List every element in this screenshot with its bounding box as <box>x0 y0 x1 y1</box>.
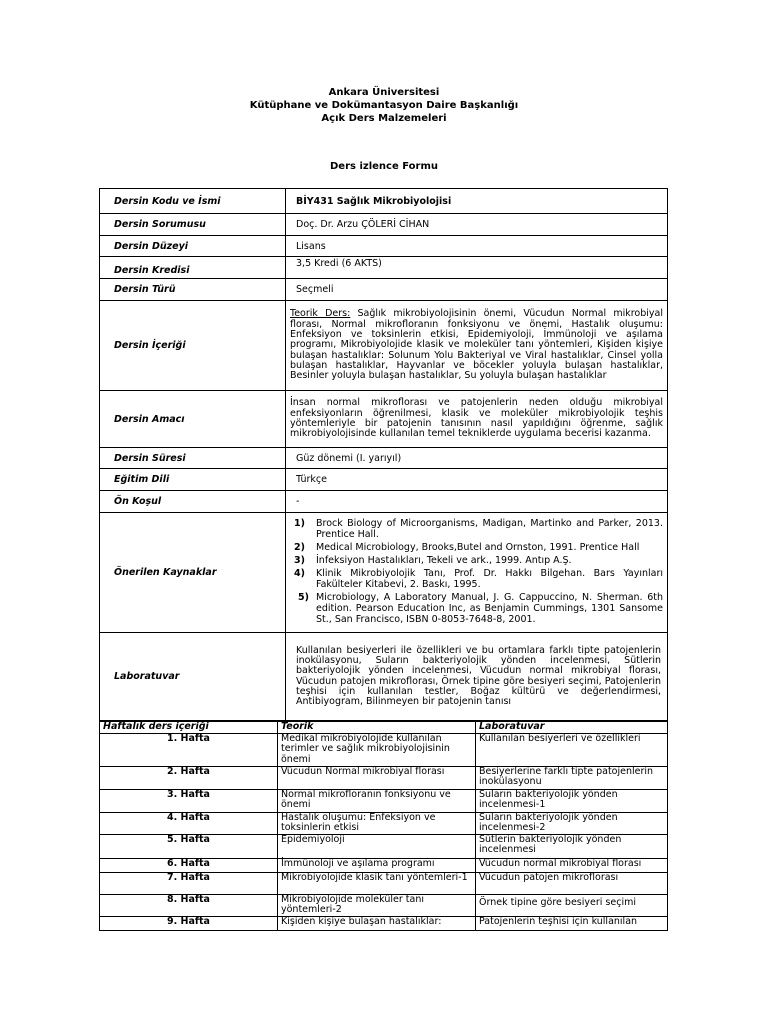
value-course-type: Seçmeli <box>286 279 668 301</box>
value-laboratory: Kullanılan besiyerleri ile özellikleri ve bu ortamlara farklı tipte patojenlerin inokülasyonu, Suların bakteriyolojik yönden incelenmesi, Sütlerin bakteriyolojik yönden incelenmesi, Vücudun normal mikrobiyal florası, Vücudun patojen mikroflorası, Örnek tipine göre besiyeri seçimi, Patojenlerin teşhisi için kullanılan testler, Boğaz kültürü ve değerlendirmesi, Antibiyogram, Bilinmeyen bir patojenin tanısı <box>286 633 668 721</box>
value-course-credit: 3,5 Kredi (6 AKTS) <box>286 257 668 279</box>
row-laboratory <box>100 633 668 721</box>
reference-item: 5) Microbiology, A Laboratory Manual, J. G. Cappuccino, N. Sherman. 6th edition. Pearson Education Inc, as Benjamin Cummings, 1301 Sansome St., San Francisco, ISBN 0-8053-7648-8, 2001. <box>298 592 663 625</box>
label-course-level: Dersin Düzeyi <box>100 236 286 257</box>
weekly-header-row <box>100 722 668 734</box>
department-name: Kütüphane ve Dokümantasyon Daire Başkanlığı <box>249 100 519 111</box>
table-row: 1. Hafta Medikal mikrobiyolojide kullanılan terimler ve sağlık mikrobiyolojisinin önemi Kullanılan besiyerleri ve özellikleri <box>100 733 668 766</box>
table-row: 6. Hafta İmmünoloji ve aşılama programı Vücudun normal mikrobiyal florası <box>100 858 668 872</box>
course-content-text: Sağlık mikrobiyolojisinin önemi, Vücudun Normal mikrobiyal florası, Normal mikrofloranın fonksiyonu ve önemi, Hastalık oluşumu: Enfeksiyon ve toksinlerin etkisi, Epidemiyoloji, İmmünoloji ve aşılama programı, Mikrobiyolojide klasik ve moleküler tanı yöntemleri, Kişiden kişiye bulaşan hastalıklar: Solunum Yolu Bakteriyal ve Viral hastalıklar, Cinsel yolla bulaşan hastalıklar, Hayvanlar ve böcekler yoluyla bulaşan hastalıklar, Besinler yoluyla bulaşan hastalıklar, Su yoluyla bulaşan hastalıklar <box>290 308 663 382</box>
label-course-aim: Dersin Amacı <box>100 391 286 448</box>
value-language: Türkçe <box>286 469 668 491</box>
value-course-code: BİY431 Sağlık Mikrobiyolojisi <box>286 189 668 214</box>
row-course-code <box>100 189 668 214</box>
table-row: 5. Hafta Epidemiyoloji Sütlerin bakteriyolojik yönden incelenmesi <box>100 834 668 858</box>
weekly-header-lab: Laboratuvar <box>476 722 668 734</box>
row-course-duration <box>100 448 668 469</box>
table-row: 2. Hafta Vücudun Normal mikrobiyal florası Besiyerlerine farklı tipte patojenlerin inokülasyonu <box>100 766 668 789</box>
table-row: 3. Hafta Normal mikrofloranın fonksiyonu ve önemi Suların bakteriyolojik yönden incelenmesi-1 <box>100 789 668 812</box>
label-course-duration: Dersin Süresi <box>100 448 286 469</box>
label-references: Önerilen Kaynaklar <box>100 513 286 633</box>
row-references <box>100 513 668 633</box>
value-references <box>286 513 668 633</box>
row-course-owner <box>100 214 668 236</box>
value-course-aim: İnsan normal mikroflorası ve patojenlerin neden olduğu mikrobiyal enfeksiyonların öğrenilmesi, klasik ve moleküler mikrobiyolojik teşhis yöntemleriyle bir patojenin tanısının nasıl yapıldığını öğrenme, sağlık mikrobiyolojisinde kullanılan temel tekniklerde uygulama becerisi kazanma. <box>286 391 668 448</box>
university-name: Ankara Üniversitesi <box>328 87 440 98</box>
row-language <box>100 469 668 491</box>
reference-item: 1) Brock Biology of Microorganisms, Madigan, Martinko and Parker, 2013. Prentice Hall. <box>294 518 663 540</box>
references-list <box>294 518 663 625</box>
course-info-table <box>99 188 668 721</box>
weekly-header-theory: Teorik <box>278 722 476 734</box>
value-prerequisite: - <box>286 491 668 513</box>
label-course-type: Dersin Türü <box>100 279 286 301</box>
theory-lead: Teorik Ders: <box>290 308 351 320</box>
label-prerequisite: Ön Koşul <box>100 491 286 513</box>
weekly-content-table <box>99 721 668 931</box>
value-course-level: Lisans <box>286 236 668 257</box>
table-row: 4. Hafta Hastalık oluşumu: Enfeksiyon ve toksinlerin etkisi Suların bakteriyolojik yönden incelenmesi-2 <box>100 812 668 834</box>
row-course-level <box>100 236 668 257</box>
row-prerequisite <box>100 491 668 513</box>
value-course-duration: Güz dönemi (I. yarıyıl) <box>286 448 668 469</box>
label-course-content: Dersin İçeriği <box>100 301 286 391</box>
row-course-aim <box>100 391 668 448</box>
form-title: Ders izlence Formu <box>330 161 438 172</box>
reference-item: 2) Medical Microbiology, Brooks,Butel and Ornston, 1991. Prentice Hall <box>294 542 640 553</box>
row-course-content <box>100 301 668 391</box>
row-course-type <box>100 279 668 301</box>
label-language: Eğitim Dili <box>100 469 286 491</box>
table-row: 8. Hafta Mikrobiyolojide moleküler tanı yöntemleri-2 Örnek tipine göre besiyeri seçimi <box>100 894 668 916</box>
row-course-credit <box>100 257 668 279</box>
label-course-credit: Dersin Kredisi <box>100 257 286 279</box>
label-laboratory: Laboratuvar <box>100 633 286 721</box>
value-course-owner: Doç. Dr. Arzu ÇÖLERİ CİHAN <box>286 214 668 236</box>
label-course-code: Dersin Kodu ve İsmi <box>100 189 286 214</box>
materials-title: Açık Ders Malzemeleri <box>321 113 447 124</box>
reference-item: 3) İnfeksiyon Hastalıkları, Tekeli ve ark., 1999. Antıp A.Ş. <box>294 555 572 566</box>
weekly-header-week: Haftalık ders içeriği <box>100 722 278 734</box>
table-row: 7. Hafta Mikrobiyolojide klasik tanı yöntemleri-1 Vücudun patojen mikroflorası <box>100 872 668 894</box>
label-course-owner: Dersin Sorumusu <box>100 214 286 236</box>
reference-item: 4) Klinik Mikrobiyolojik Tanı, Prof. Dr. Hakkı Bilgehan. Bars Yayınları Fakülteler Kitabevi, 2. Baskı, 1995. <box>294 568 663 590</box>
table-row: 9. Hafta Kişiden kişiye bulaşan hastalıklar: Patojenlerin teşhisi için kullanılan <box>100 916 668 930</box>
value-course-content <box>286 301 668 391</box>
